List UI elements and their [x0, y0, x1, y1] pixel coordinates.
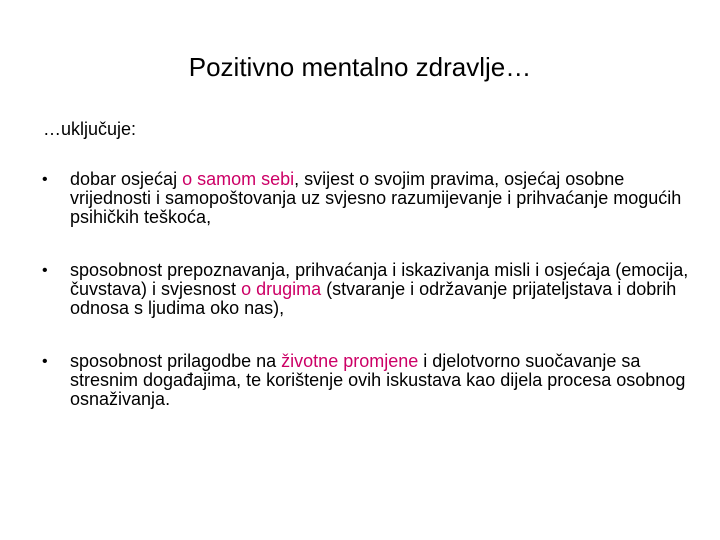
- bullet-item: [40, 170, 690, 227]
- highlighted-phrase: o samom sebi: [182, 169, 295, 189]
- highlighted-phrase: o drugima: [241, 279, 322, 299]
- bullet-list: [40, 170, 690, 443]
- bullet-dot-icon: •: [42, 171, 48, 188]
- bullet-item: [40, 352, 690, 409]
- bullet-text: (stvaranje i održavanje prijateljstava i dobrih odnosa s ljudima oko nas),: [70, 279, 677, 318]
- intro-text: …uključuje:: [43, 119, 137, 139]
- bullet-dot-icon: •: [42, 262, 48, 279]
- slide-title: Pozitivno mentalno zdravlje…: [188, 52, 532, 82]
- bullet-text: i djelotvorno suočavanje sa stresnim događajima, te korištenje ovih iskustava kao dijela procesa osobnog osnaživanja.: [70, 351, 686, 409]
- bullet-item: [40, 261, 690, 318]
- bullet-dot-icon: •: [42, 353, 48, 370]
- highlighted-phrase: životne promjene: [281, 351, 419, 371]
- bullet-text: sposobnost prilagodbe na: [70, 351, 282, 371]
- bullet-text: , svijest o svojim pravima, osjećaj osobne vrijednosti i samopoštovanja uz svjesno razumijevanje i prihvaćanje mogućih psihičkih teškoća,: [70, 169, 682, 227]
- bullet-text: sposobnost prepoznavanja, prihvaćanja i iskazivanja misli i osjećaja (emocija, čuvstava) i svjesnost: [70, 260, 689, 299]
- bullet-text: dobar osjećaj: [70, 169, 183, 189]
